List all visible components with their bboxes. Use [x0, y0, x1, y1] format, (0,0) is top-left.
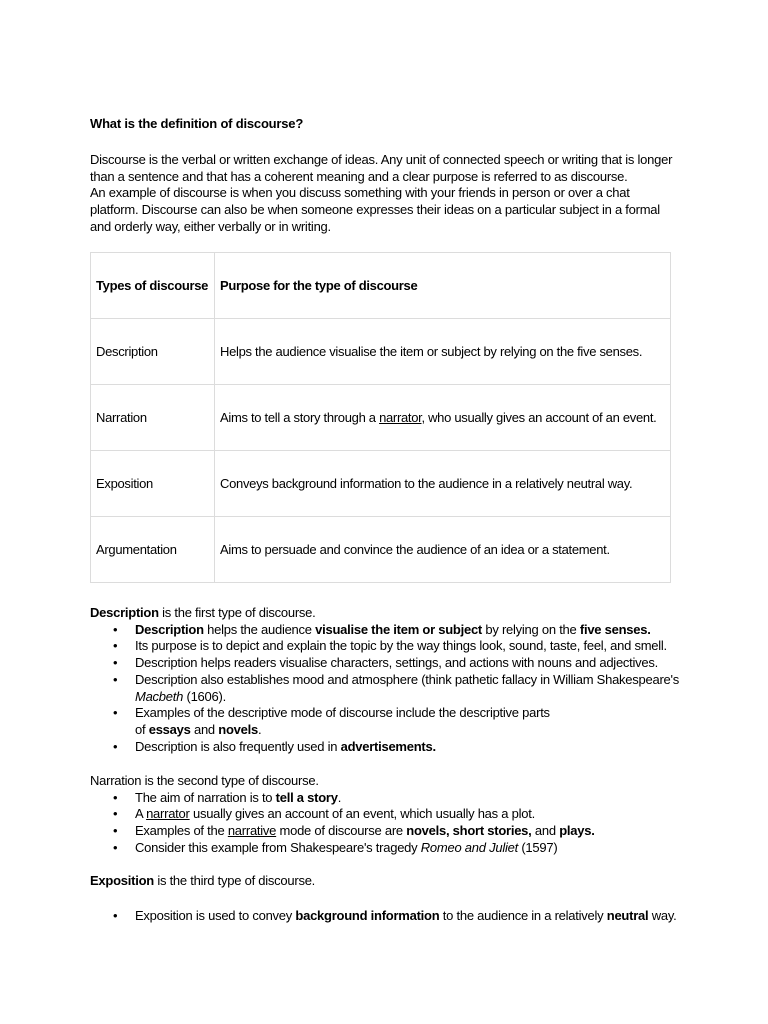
description-term: Description [90, 605, 159, 620]
list-item: • Consider this example from Shakespeare's tragedy Romeo and Juliet (1597) [90, 840, 690, 857]
table-row [91, 319, 671, 385]
narrative-link[interactable]: narrative [227, 823, 277, 839]
description-intro-rest: is the first type of discourse. [158, 605, 316, 620]
table-header-row [91, 253, 671, 319]
intro-paragraph-2: An example of discourse is when you discuss something with your friends in person or over a chat platform. Discourse can also be when someone expresses their ideas on a particular subject in a formal and orderly way, either verbally or in writing. [90, 185, 660, 234]
narration-list [90, 790, 690, 857]
table-cell-purpose [215, 385, 671, 451]
page-heading: What is the definition of discourse? [90, 116, 304, 131]
description-intro [90, 605, 690, 622]
exposition-term: Exposition [90, 873, 154, 888]
table-cell-type: Argumentation [91, 517, 215, 583]
table-row [91, 385, 671, 451]
table-cell-purpose: Helps the audience visualise the item or subject by relying on the five senses. [215, 319, 671, 385]
list-item: • Its purpose is to depict and explain the topic by the way things look, sound, taste, feel, and smell. [90, 638, 690, 655]
list-item: • Description helps readers visualise characters, settings, and actions with nouns and adjectives. [90, 655, 690, 672]
table-header-type: Types of discourse [91, 253, 215, 319]
intro-paragraph-1: Discourse is the verbal or written exchange of ideas. Any unit of connected speech or writing that is longer than a sentence and that has a coherent meaning and a clear purpose is referred to as discourse. [90, 152, 673, 184]
table-cell-purpose: Aims to persuade and convince the audience of an idea or a statement. [215, 517, 671, 583]
table-cell-type: Description [91, 319, 215, 385]
table-row [91, 451, 671, 517]
narration-intro: Narration is the second type of discourse. [90, 773, 319, 788]
description-list [90, 622, 690, 756]
table-header-purpose: Purpose for the type of discourse [215, 253, 671, 319]
exposition-list [90, 908, 690, 925]
narrator-link[interactable]: narrator [146, 806, 190, 822]
table-cell-type: Exposition [91, 451, 215, 517]
list-item: • Examples of the narrative mode of discourse are novels, short stories, and plays. [90, 823, 690, 840]
table-cell-purpose: Conveys background information to the audience in a relatively neutral way. [215, 451, 671, 517]
list-item: • Description also establishes mood and atmosphere (think pathetic fallacy in William Shakespeare's Macbeth (1606). [90, 672, 690, 705]
list-item: • Description is also frequently used in advertisements. [90, 739, 690, 756]
list-item: • The aim of narration is to tell a story. [90, 790, 690, 807]
purpose-text: Aims to tell a story through a [220, 410, 380, 425]
list-item: • Examples of the descriptive mode of discourse include the descriptive parts of essays and novels. [90, 705, 690, 738]
narrator-link[interactable]: narrator [379, 410, 422, 425]
intro-text [90, 152, 680, 236]
discourse-types-table [90, 252, 671, 583]
exposition-section [90, 873, 690, 924]
table-cell-type: Narration [91, 385, 215, 451]
purpose-text: , who usually gives an account of an event. [421, 410, 657, 425]
narration-section [90, 773, 690, 857]
exposition-intro: Exposition is the third type of discourse. [90, 873, 316, 888]
list-item: • Description helps the audience visualise the item or subject by relying on the five senses. [90, 622, 690, 639]
description-section [90, 605, 690, 755]
table-row [91, 517, 671, 583]
list-item: • Exposition is used to convey background information to the audience in a relatively neutral way. [90, 908, 690, 925]
list-item: • A narrator usually gives an account of an event, which usually has a plot. [90, 806, 690, 823]
